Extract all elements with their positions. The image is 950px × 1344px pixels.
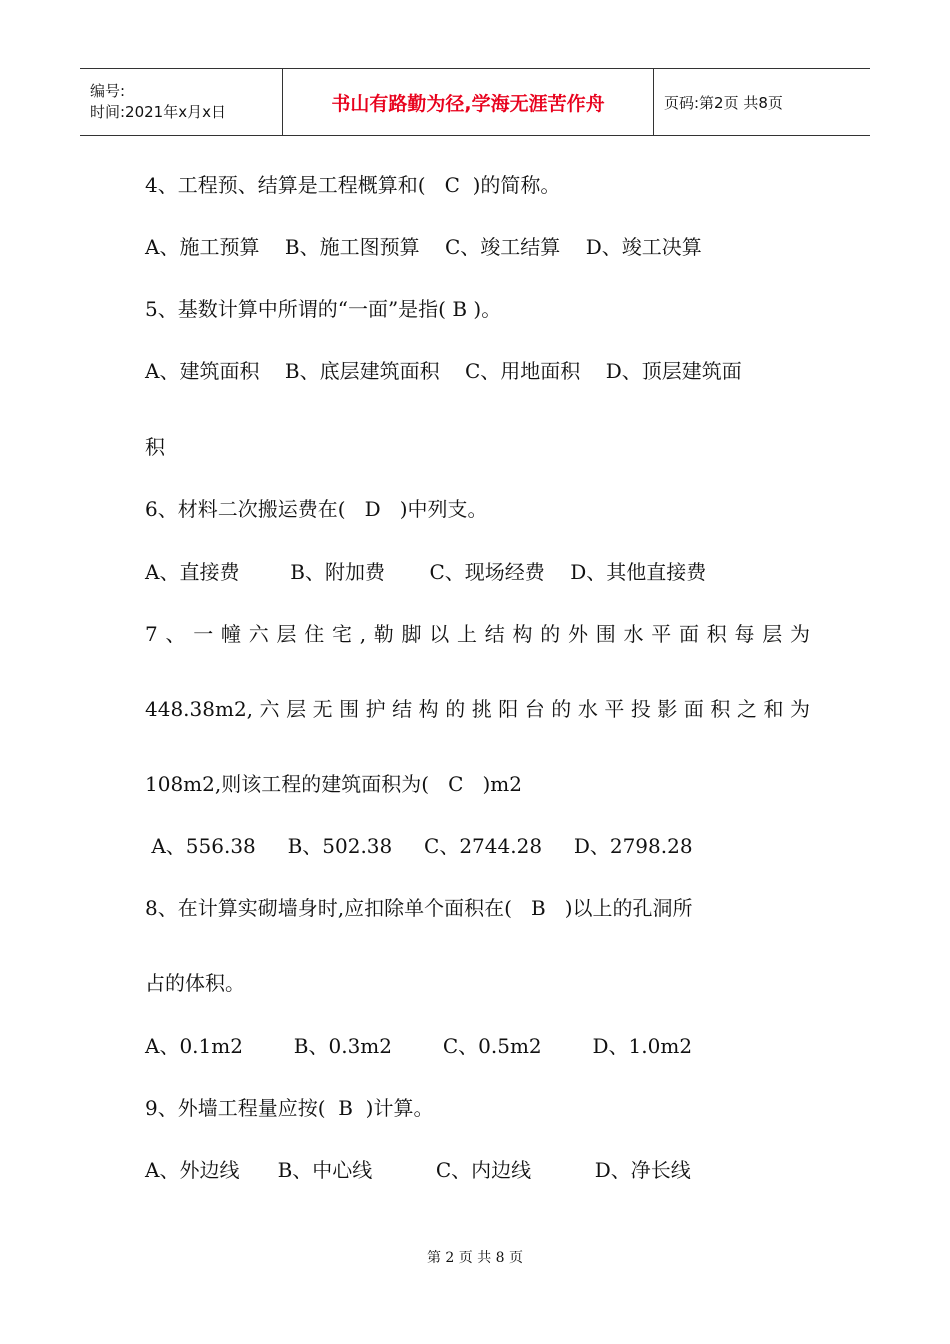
question-4-options: A、施工预算 B、施工图预算 C、竣工结算 D、竣工决算	[145, 235, 702, 259]
question-9: 9、外墙工程量应按( B )计算。	[145, 1096, 434, 1120]
document-number-label: 编号:	[90, 82, 126, 100]
question-8-line-2: 占的体积。	[145, 971, 245, 995]
header-motto: 书山有路勤为径,学海无涯苦作舟	[282, 69, 654, 135]
question-8-options: A、0.1m2 B、0.3m2 C、0.5m2 D、1.0m2	[145, 1034, 693, 1058]
question-5-options: A、建筑面积 B、底层建筑面积 C、用地面积 D、顶层建筑面	[145, 359, 742, 383]
question-9-options: A、外边线 B、中心线 C、内边线 D、净长线	[145, 1158, 691, 1182]
question-6-options: A、直接费 B、附加费 C、现场经费 D、其他直接费	[145, 560, 707, 584]
document-time-label: 时间:2021年x月x日	[90, 103, 226, 121]
question-7-options: A、556.38 B、502.38 C、2744.28 D、2798.28	[145, 834, 693, 858]
question-5-options-cont: 积	[145, 435, 165, 459]
header-page-code: 页码:第2页 共8页	[664, 93, 783, 112]
question-4: 4、工程预、结算是工程概算和( C )的简称。	[145, 173, 561, 197]
question-7-line-3: 108m2,则该工程的建筑面积为( C )m2	[145, 772, 522, 796]
question-5: 5、基数计算中所谓的“一面”是指( B )。	[145, 297, 502, 321]
question-7-line-1: 7、一幢六层住宅,勒脚以上结构的外围水平面积每层为	[145, 622, 810, 646]
question-7-line-2: 448.38m2,六层无围护结构的挑阳台的水平投影面积之和为	[145, 697, 810, 721]
question-6: 6、材料二次搬运费在( D )中列支。	[145, 497, 488, 521]
question-8-line-1: 8、在计算实砌墙身时,应扣除单个面积在( B )以上的孔洞所	[145, 896, 693, 920]
page-footer: 第 2 页 共 8 页	[426, 1250, 524, 1266]
